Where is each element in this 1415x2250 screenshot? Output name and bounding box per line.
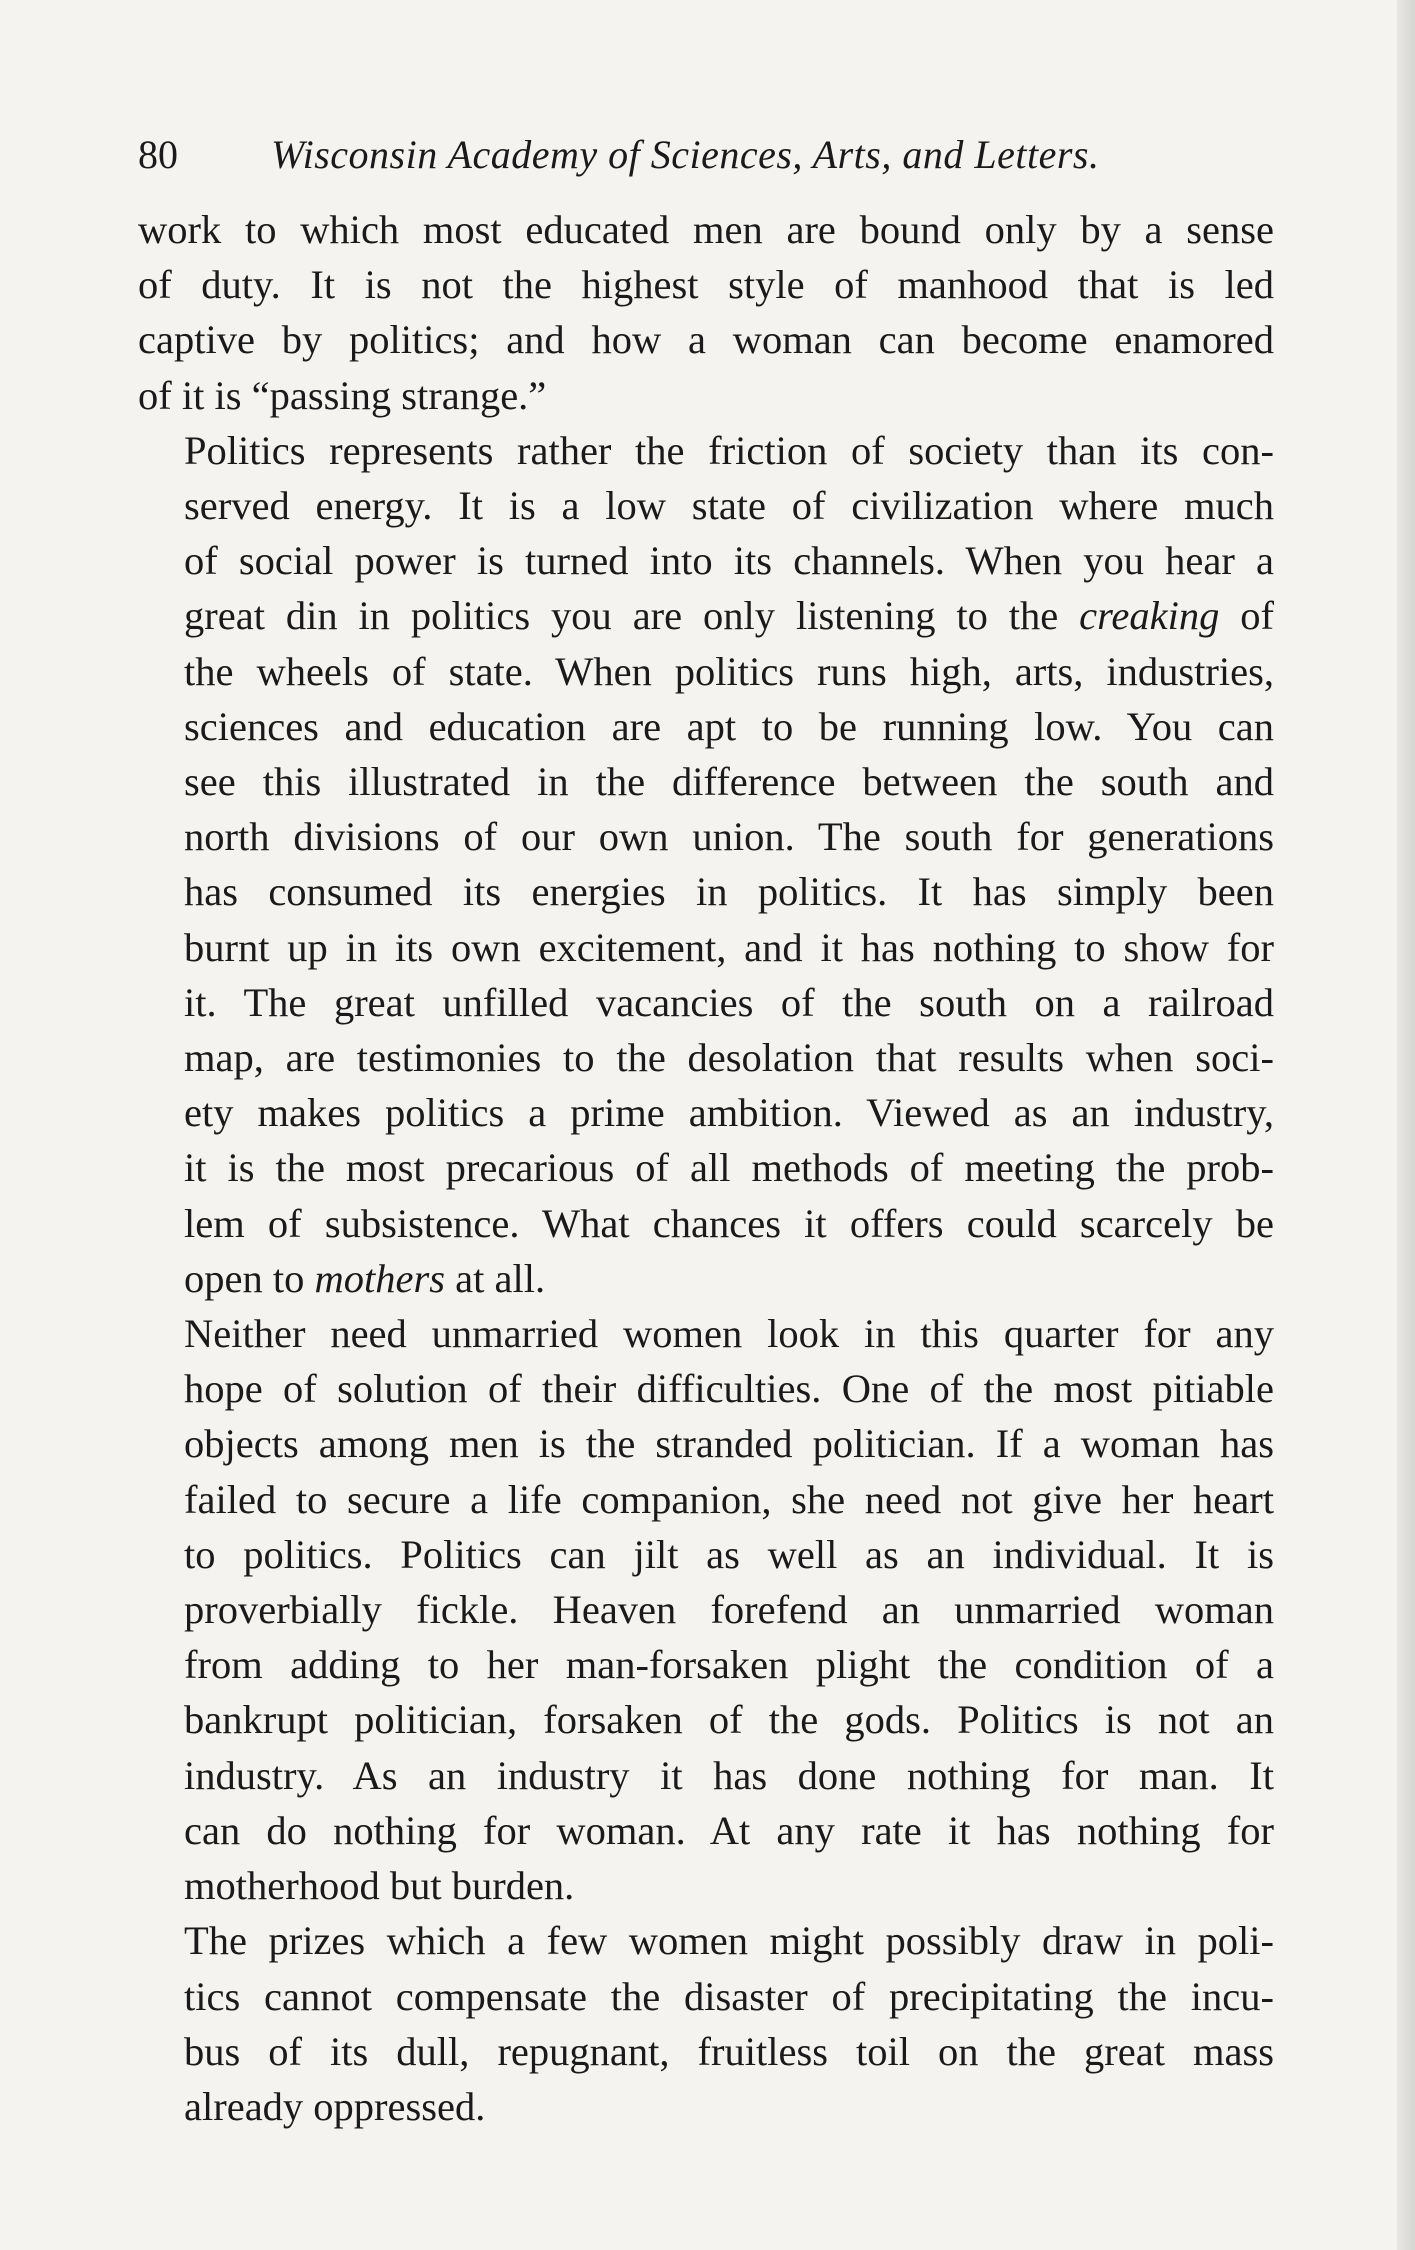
text-line: burnt up in its own excitement, and it has nothing to show for: [184, 924, 1274, 970]
text-line: ety makes politics a prime ambition. Viewed as an industry,: [184, 1090, 1274, 1136]
text-line: can do nothing for woman. At any rate it has nothing for: [184, 1807, 1274, 1853]
emphasis-mothers: mothers: [314, 1255, 445, 1301]
text-line: Neither need unmarried women look in this quarter for any: [184, 1311, 1274, 1357]
emphasis-creaking: creaking: [1079, 593, 1220, 639]
text-line: already oppressed.: [184, 2083, 486, 2129]
text-line: objects among men is the stranded politician. If a woman has: [184, 1421, 1274, 1467]
text-line: the wheels of state. When politics runs high, arts, industries,: [184, 648, 1274, 694]
page-edge-shadow: [1397, 0, 1415, 2250]
text-segment: open to: [184, 1255, 315, 1301]
text-segment: at all.: [444, 1255, 546, 1301]
text-line: of duty. It is not the highest style of manhood that is led: [138, 262, 1274, 308]
text-line: tics cannot compensate the disaster of precipitating the incu-: [184, 1973, 1274, 2019]
text-line: work to which most educated men are bound only by a sense: [138, 207, 1274, 252]
text-line: it. The great unfilled vacancies of the south on a railroad: [184, 979, 1274, 1025]
text-line: see this illustrated in the difference between the south and: [184, 759, 1274, 805]
paragraph-1: [138, 202, 1274, 423]
text-line: Politics represents rather the friction of society than its con-: [184, 427, 1274, 473]
text-line: north divisions of our own union. The south for generations: [184, 814, 1274, 860]
text-line: lem of subsistence. What chances it offers could scarcely be: [184, 1200, 1274, 1246]
text-line: has consumed its energies in politics. It has simply been: [184, 869, 1274, 915]
text-line: map, are testimonies to the desolation that results when soci-: [184, 1035, 1274, 1081]
book-page: [138, 120, 1274, 2134]
running-title: Wisconsin Academy of Sciences, Arts, and Letters.: [271, 132, 1100, 177]
text-line: from adding to her man-forsaken plight the condition of a: [184, 1642, 1274, 1688]
text-segment: great din in politics you are only listening to the: [184, 593, 1080, 639]
text-line: proverbially fickle. Heaven forefend an unmarried woman: [184, 1587, 1274, 1633]
text-line: sciences and education are apt to be running low. You can: [184, 703, 1274, 749]
text-line-with-emphasis: [138, 588, 1274, 643]
text-line: of it is “passing strange.”: [138, 372, 547, 418]
text-line: it is the most precarious of all methods of meeting the prob-: [184, 1145, 1274, 1191]
text-line-with-emphasis: [138, 1251, 1274, 1306]
text-line: hope of solution of their difficulties. One of the most pitiable: [184, 1366, 1274, 1412]
text-line: failed to secure a life companion, she need not give her heart: [184, 1476, 1274, 1522]
text-line: served energy. It is a low state of civilization where much: [184, 483, 1274, 529]
text-line: captive by politics; and how a woman can become enamored: [138, 317, 1274, 363]
text-line: bankrupt politician, forsaken of the gods. Politics is not an: [184, 1697, 1274, 1743]
text-line: motherhood but burden.: [184, 1863, 575, 1909]
text-line: of social power is turned into its channels. When you hear a: [184, 538, 1274, 584]
paragraph-2: [138, 423, 1274, 1306]
running-head: [138, 120, 1274, 190]
text-line: bus of its dull, repugnant, fruitless toil on the great mass: [184, 2028, 1274, 2074]
text-segment: of: [1219, 593, 1274, 639]
paragraph-3: [138, 1306, 1274, 1913]
text-line: industry. As an industry it has done nothing for man. It: [184, 1752, 1274, 1798]
text-line: to politics. Politics can jilt as well as an individual. It is: [184, 1531, 1274, 1577]
page-number: 80: [138, 132, 178, 177]
text-line: The prizes which a few women might possibly draw in poli-: [184, 1918, 1274, 1964]
paragraph-4: [138, 1913, 1274, 2134]
body-text: [138, 202, 1274, 2134]
